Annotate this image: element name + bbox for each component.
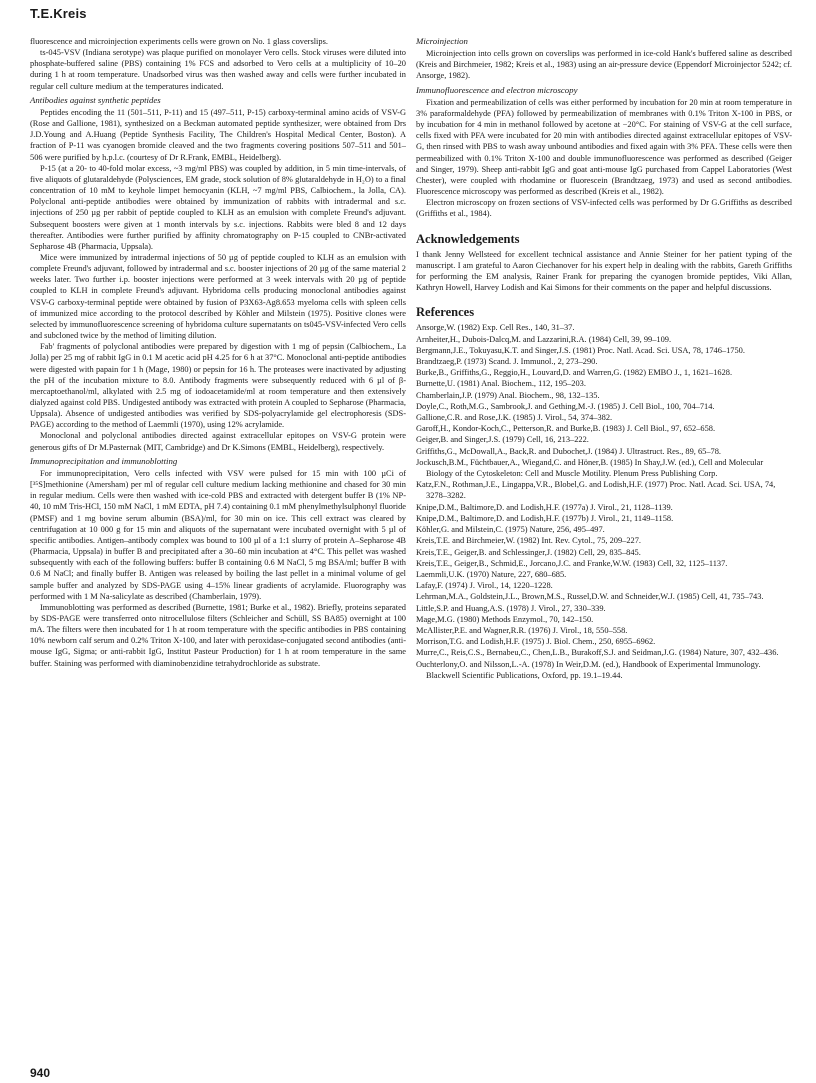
paragraph: Microinjection into cells grown on coverslips was performed in ice-cold Hank's buffered saline as described (Kreis and Birchmeier, 1982; Kreis et al., 1983) using an air-pressure device (Eppendorf Microinjector 5242; cf. Ansorge, 1982). bbox=[416, 49, 793, 81]
section-heading: Immunofluorescence and electron microscopy bbox=[416, 84, 578, 95]
section-heading: Microinjection bbox=[416, 36, 468, 46]
acknowledgements-text: I thank Jenny Wellsteed for excellent technical assistance and Annie Steiner for her patient typing of the manuscript. I am grateful to Aaron Ciechanover for his expert help in dealing with the rabbits, Gareth Griffiths for performing the EM analysis, Rainer Frank for preparing the cyanogen bromide peptides, Viki Allan, Kathryn Howell, Harvey Lodish and Kai Simons for their comments on the paper and helpful discussions. bbox=[416, 249, 792, 293]
left-column bbox=[30, 36, 406, 669]
reference-item: Ansorge,W. (1982) Exp. Cell Res., 140, 31–37. bbox=[416, 323, 575, 333]
reference-item: Katz,F.N., Rothman,J.E., Lingappa,V.R., Blobel,G. and Lodish,H.F. (1977) Proc. Natl. Acad. Sci. USA, 74, 3278–3282. bbox=[416, 480, 776, 501]
paragraph: Immunoblotting was performed as described (Burnette, 1981; Burke et al., 1982). Briefly, proteins separated by SDS-PAGE were transferred onto nitrocellulose filters (Schleicher and Schüll, SS BA85) overnight at 100 mA. The filters were then incubated for 1 h at room temperature with the specific antibodies in PBS containing 10% newborn calf serum and 0.2% Triton X-100, and later with peroxidase-conjugated second antibodies (anti-mouse IgG, Sigma; or anti-rabbit IgG, Institut Pasteur Production) for 1 h at room temperature in the same buffer. Staining was performed with diaminobenzidine tetrahydrochloride as substrate. bbox=[30, 602, 406, 668]
reference-item: Kreis,T.E. and Birchmeier,W. (1982) Int. Rev. Cytol., 75, 209–227. bbox=[416, 536, 641, 546]
reference-item: Knipe,D.M., Baltimore,D. and Lodish,H.F. (1977a) J. Virol., 21, 1128–1139. bbox=[416, 502, 673, 512]
reference-item: Kreis,T.E., Geiger,B. and Schlessinger,J. (1982) Cell, 29, 835–845. bbox=[416, 547, 641, 557]
reference-item: Lafay,F. (1974) J. Virol., 14, 1220–1228. bbox=[416, 581, 553, 591]
acknowledgements-heading: Acknowledgements bbox=[416, 231, 520, 246]
reference-item: Gallione,C.R. and Rose,J.K. (1985) J. Virol., 54, 374–382. bbox=[416, 413, 613, 423]
paragraph: For immunoprecipitation, Vero cells infected with VSV were pulsed for 15 min with 100 µCi of [³⁵S]methionine (Amersham) per ml of regular cell culture medium lacking methionine and chased for 30 min in regular medium. Cells were then washed with ice-cold PBS and extracted with detergent buffer B (1% NP-40, 10 mM Tris-HCl, 150 mM NaCl, 1 mM EDTA, pH 7.4) containing 0.1 mM phenylmethylsulphonyl fluoride (PMSF) and 1 mg bovine serum albumin (BSA)/ml, for 30 min on ice. This cell extract was cleared by centrifugation at 10 000 g for 15 min and aliquots of the supernatant were incubated overnight with 5 µl of specific antibodies. Antigen–antibody complex was bound to 100 µl of a 1:1 slurry of protein A–Sepharose 4B (Pharmacia, Uppsala) in buffer B and precipitated after a 30–60 min incubation at 4°C. This pellet was washed subsequently with each of the following buffers: buffer B containing 0.6 M NaCl, 5 mg BSA/ml; buffer B with 0.6 M NaCl; and finally buffer B. Antigen was released by boiling the last pellet in a minimal volume of gel sample buffer and analyzed by SDS-PAGE using 4–15% linear gradients of acrylamide. Fluorography was performed with 1 M Na-salicylate as described (Chamberlain, 1979). bbox=[30, 468, 406, 601]
paragraph: Mice were immunized by intradermal injections of 50 µg of peptide coupled to KLH as an emulsion with complete Freund's adjuvant, followed by intradermal and s.c. booster injections of 20 µg of the same material 2 weeks later. Two further i.p. booster injections were performed at 3 week intervals with 20 µg of peptide coupled to KLH in complete Freund's adjuvant. Hybridoma cells producing monoclonal antibodies against VSV-G carboxy-terminal peptide were obtained by fusion of P3X63-Ag8.653 myeloma cells with spleen cells of immunized mice according to the protocol described by Köhler and Milstein (1975). Positive clones were selected by immunofluorescence screening of hybridoma culture supernatants on ts045-VSV-infected Vero cells and subcloned twice by the method of limiting dilution. bbox=[30, 252, 406, 341]
reference-item: Burnette,U. (1981) Anal. Biochem., 112, 195–203. bbox=[416, 379, 586, 389]
reference-item: Burke,B., Griffiths,G., Reggio,H., Louvard,D. and Warren,G. (1982) EMBO J., 1, 1621–1628. bbox=[416, 368, 733, 378]
reference-item: Geiger,B. and Singer,J.S. (1979) Cell, 16, 213–222. bbox=[416, 435, 589, 445]
section-heading: Immunoprecipitation and immunoblotting bbox=[30, 455, 178, 466]
running-head: T.E.Kreis bbox=[30, 6, 87, 21]
reference-item: Knipe,D.M., Baltimore,D. and Lodish,H.F. (1977b) J. Virol., 21, 1149–1158. bbox=[416, 513, 674, 523]
reference-item: Morrison,T.G. and Lodish,H.F. (1975) J. Biol. Chem., 250, 6955–6962. bbox=[416, 637, 656, 647]
reference-item: Murre,C., Reis,C.S., Bernabeu,C., Chen,L.B., Burakoff,S.J. and Seidman,J.G. (1984) Nature, 307, 432–436. bbox=[416, 648, 779, 658]
reference-item: McAllister,P.E. and Wagner,R.R. (1976) J. Virol., 18, 550–558. bbox=[416, 625, 628, 635]
page-number: 940 bbox=[30, 1066, 51, 1080]
right-column bbox=[416, 36, 792, 681]
reference-item: Köhler,G. and Milstein,C. (1975) Nature, 256, 495–497. bbox=[416, 525, 605, 535]
reference-item: Jockusch,B.M., Füchtbauer,A., Wiegand,C. and Höner,B. (1985) In Shay,J.W. (ed.), Cell and Molecular Biology of the Cytoskeleton: Cell and Muscle Motility. Plenum Press Publishing Corp. bbox=[416, 457, 764, 479]
reference-item: Ouchterlony,O. and Nilsson,L.-A. (1978) In Weir,D.M. (ed.), Handbook of Experimental Immunology. Blackwell Scientific Publications, Oxford, pp. 19.1–19.44. bbox=[416, 659, 761, 680]
paragraph: Fixation and permeabilization of cells was either performed by incubation for 20 min at room temperature in 3% paraformaldehyde (PFA) followed by permeabilization of membranes with 0.1% Triton X-100 in PBS, or by incubation for 4 min in methanol followed by acetone at −20°C. For staining of VSV-G at the cell surface, cells fixed with PFA were incubated for 20 min with antibodies directed against extracellular epitopes of VSV-G, then rinsed with PBS to wash away unbound antibodies and fixed again with 3% PFA. These cells were then permeabilized with 0.1% Triton X-100 and double immunofluorescence was performed as described (Geiger and Singer, 1979). Sheep anti-rabbit IgG and goat anti-mouse IgG purchased from Cappel Laboratories (West Chester), were coupled with rhodamine or fluorescein (Brandtzaeg, 1973) and used as second antibodies. Fluorescence microscopy was performed as described (Kreis et al., 1982). bbox=[416, 97, 792, 197]
reference-item: Laemmli,U.K. (1970) Nature, 227, 680–685. bbox=[416, 569, 567, 579]
section-heading: Antibodies against synthetic peptides bbox=[30, 94, 161, 105]
reference-item: Arnheiter,H., Dubois-Dalcq,M. and Lazzarini,R.A. (1984) Cell, 39, 99–109. bbox=[416, 334, 672, 344]
reference-item: Doyle,C., Roth,M.G., Sambrook,J. and Gething,M.-J. (1985) J. Cell Biol., 100, 704–714. bbox=[416, 401, 715, 411]
paragraph: ts-045-VSV (Indiana serotype) was plaque purified on monolayer Vero cells. Stock viruses were diluted into phosphate-buffered saline (PBS) containing 1% FCS and adsorbed to Vero cells at a multiplicity of 10–20 during 1 h at room temperature. Unadsorbed virus was then washed away and cells were further incubated in regular cell culture medium at the temperatures indicated. bbox=[30, 48, 406, 91]
reference-item: Garoff,H., Kondor-Koch,C., Petterson,R. and Burke,B. (1983) J. Cell Biol., 97, 652–658. bbox=[416, 424, 716, 434]
reference-item: Little,S.P. and Huang,A.S. (1978) J. Virol., 27, 330–339. bbox=[416, 603, 606, 613]
paragraph: Fab' fragments of polyclonal antibodies were prepared by digestion with 1 mg of pepsin (Calbiochem., La Jolla) per 25 mg of rabbit IgG in 0.1 M acetic acid pH 4.25 for 6 h at 37°C. Monoclonal anti-peptide antibodies were digested with papain for 1 h (Mage, 1980) or pepsin for 16 h. The proteases were inactivated by adjusting the pH of the incubation mixture to 8.0. Antibody fragments were subsequently reduced with 6 µl of β-mercaptoethanol/ml, alkylated with 2.5 mg of iodoacetamide/ml at room temperature and then extensively dialyzed against cold PBS. Undigested antibody was extracted with protein A coupled to Sepharose (Pharmacia, Uppsala). Absence of undigested antibodies was verified by SDS-polyacrylamide gel electrophoresis (SDS-PAGE) according to the method of Laemmli (1970), using 12% acrylamide. bbox=[30, 342, 406, 430]
reference-item: Griffiths,G., McDowall,A., Back,R. and Dubochet,J. (1984) J. Ultrastruct. Res., 89, 65–78. bbox=[416, 446, 722, 456]
reference-item: Lehrman,M.A., Goldstein,J.L., Brown,M.S., Russel,D.W. and Schneider,W.J. (1985) Cell, 41, 735–743. bbox=[416, 592, 764, 602]
paragraph: P-15 (at a 20- to 40-fold molar excess, ~3 mg/ml PBS) was coupled by addition, in 5 min time-intervals, of five aliquots of glutaraldehyde (Polysciences, EM grade, stock solution of 8% glutaraldehyde in H₂O) to a final concentration of 10 mM to keyhole limpet hemocyanin (KLH, ~7 mg/ml PBS, Calbiochem., la Jolla, CA). Polyclonal anti-peptide antibodies were obtained by immunization of rabbits with intradermal and s.c. injections of 250 µg per rabbit of peptide coupled to KLH as an emulsion with complete Freund's adjuvant. Subsequent boosters were given at 1 month intervals by s.c. injections. Rabbits were bled 8 and 12 days thereafter. Antibodies were further purified by affinity chromatography on P-15 coupled to CNBr-activated Sepharose 4B (Pharmacia, Uppsala). bbox=[30, 163, 406, 251]
reference-item: Kreis,T.E., Geiger,B., Schmid,E., Jorcano,J.C. and Franke,W.W. (1983) Cell, 32, 1125–1137. bbox=[416, 558, 728, 568]
paragraph: Electron microscopy on frozen sections of VSV-infected cells was performed by Dr G.Griffiths as described (Griffiths et al., 1984). bbox=[416, 198, 792, 219]
reference-item: Mage,M.G. (1980) Methods Enzymol., 70, 142–150. bbox=[416, 614, 594, 624]
references-heading: References bbox=[416, 305, 475, 320]
paragraph: fluorescence and microinjection experiments cells were grown on No. 1 glass coverslips. bbox=[30, 37, 328, 46]
paragraph: Monoclonal and polyclonal antibodies directed against extracellular epitopes on VSV-G protein were generous gifts of Dr M.Pasternak (MIT, Cambridge) and Dr K.Simons (EMBL, Heidelberg), respectively. bbox=[30, 431, 406, 452]
reference-item: Bergmann,J.E., Tokuyasu,K.T. and Singer,J.S. (1981) Proc. Natl. Acad. Sci. USA, 78, 1746–1750. bbox=[416, 345, 745, 355]
reference-item: Brandtzaeg,P. (1973) Scand. J. Immunol., 2, 273–290. bbox=[416, 357, 598, 367]
reference-item: Chamberlain,J.P. (1979) Anal. Biochem., 98, 132–135. bbox=[416, 390, 600, 400]
reference-list bbox=[416, 322, 792, 681]
paragraph: Peptides encoding the 11 (501–511, P-11) and 15 (497–511, P-15) carboxy-terminal amino acids of VSV-G (Rose and Gallione, 1981), synthesized on a Beckman automated peptide synthesizer, were obtained from Drs J.D.Young and A.Huang (Peptide Synthesis Facility, The Children's Hospital Medical Center, Boston). A fraction of P-11 was cyanogen bromide cleaved and the two fragments covering positions 507–511 and 501–506 were purified by h.p.l.c. (courtesy of Dr R.Frank, EMBL, Heidelberg). bbox=[30, 107, 406, 162]
